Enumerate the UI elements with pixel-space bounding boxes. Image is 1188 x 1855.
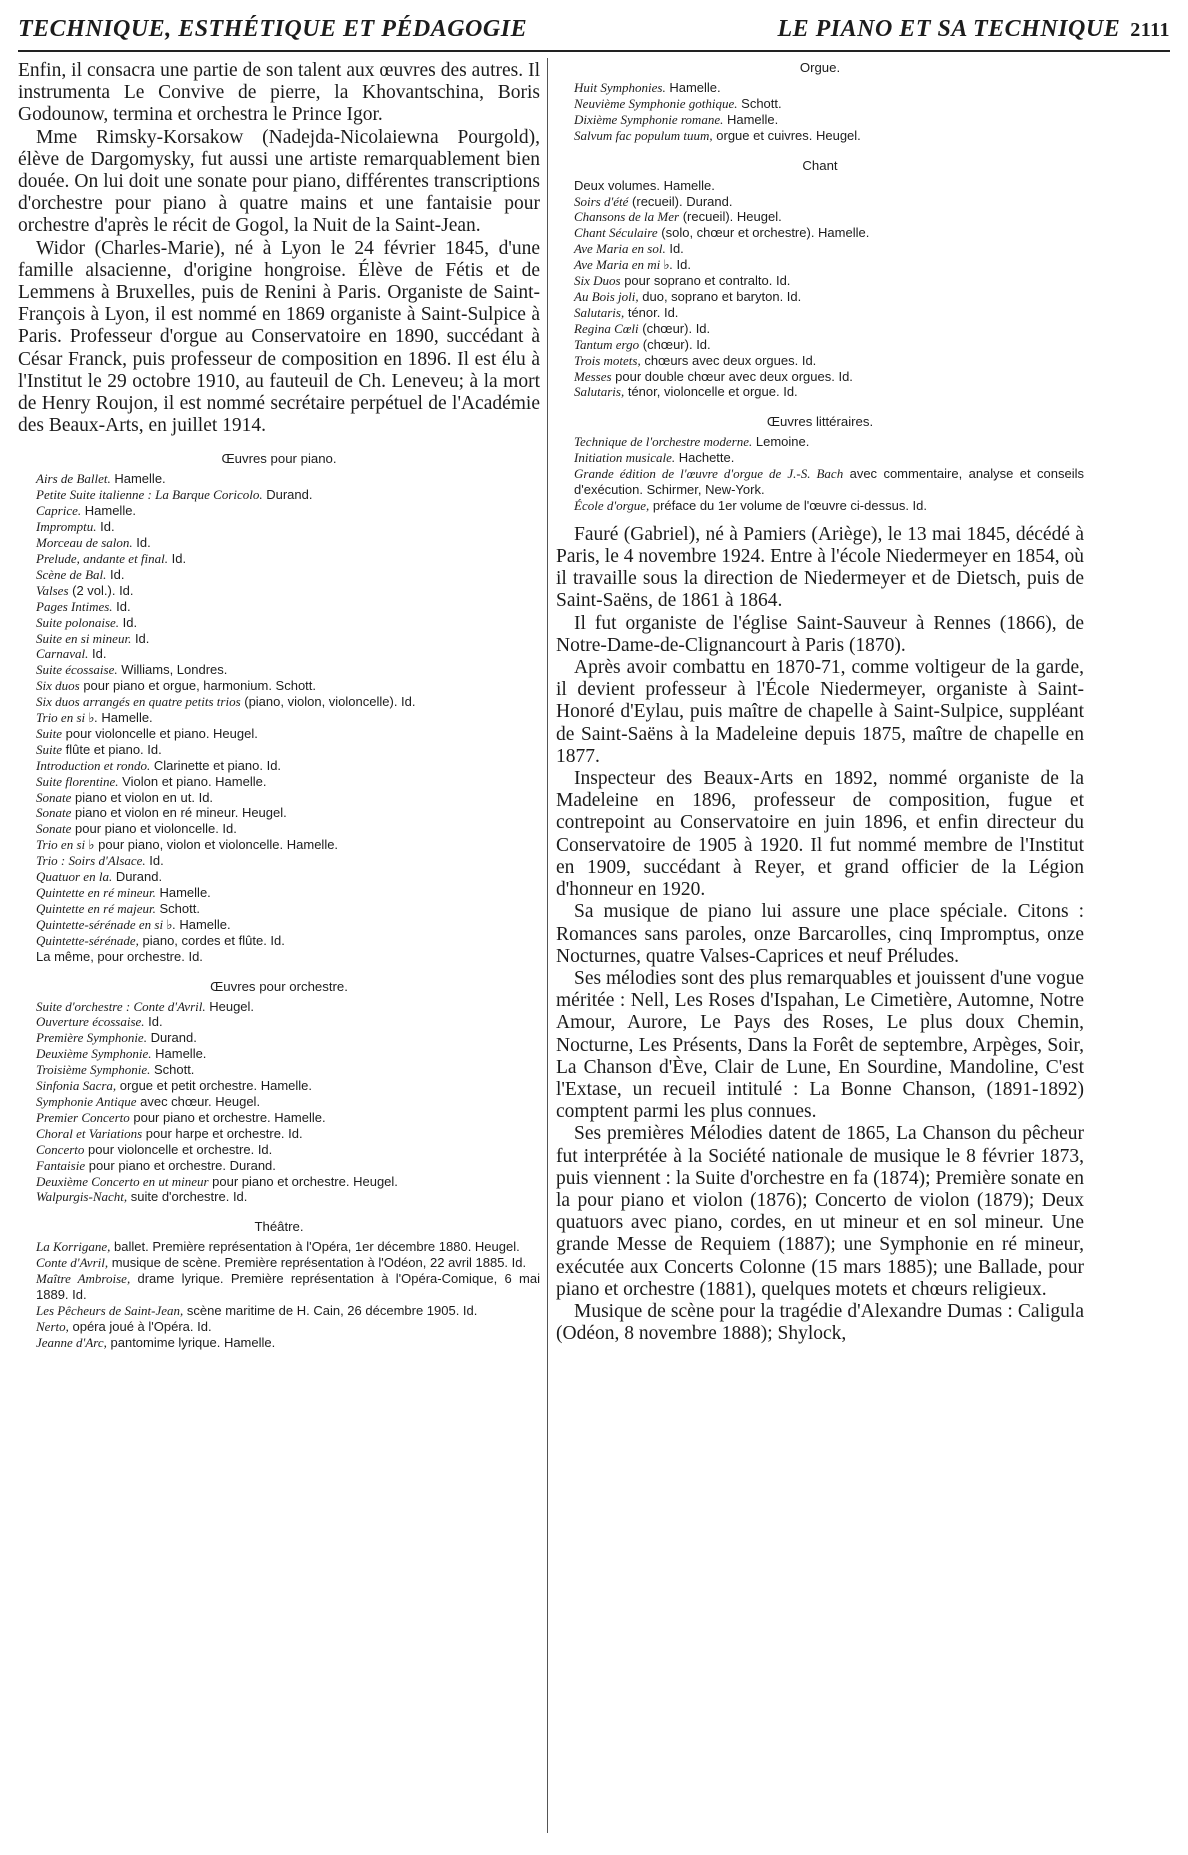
work-entry (18, 471, 540, 487)
work-details: Id. (106, 566, 125, 582)
work-title: Prelude, andante et final. (36, 550, 169, 566)
work-title: Tantum ergo (574, 336, 640, 352)
work-details: Durand. (112, 869, 163, 885)
work-title: Symphonie Antique (36, 1093, 137, 1109)
work-entry (18, 599, 540, 615)
work-title: Trois motets, (574, 352, 641, 368)
work-details: opéra joué à l'Opéra. Id. (68, 1318, 212, 1334)
work-entry (18, 790, 540, 806)
work-entry (18, 1030, 540, 1046)
work-entry (18, 631, 540, 647)
work-details: Id. (131, 630, 150, 646)
work-title: École d'orgue, (574, 497, 650, 513)
section-heading: Théâtre. (254, 1219, 304, 1235)
work-details: Heugel. (205, 998, 255, 1014)
work-title: Suite (36, 725, 62, 741)
work-details: Deux volumes. Hamelle. (574, 177, 715, 193)
work-details: piano et violon en ut. Id. (71, 789, 214, 805)
work-details: Williams, Londres. (117, 662, 228, 678)
work-title: Suite polonaise. (36, 614, 120, 630)
work-details: chœurs avec deux orgues. Id. (640, 352, 817, 368)
work-entry (18, 503, 540, 519)
work-entry (18, 726, 540, 742)
work-title: Au Bois joli, (574, 288, 639, 304)
work-details: pour piano et orchestre. Durand. (85, 1157, 276, 1173)
work-details: Clarinette et piano. Id. (150, 757, 282, 773)
work-entry (18, 949, 540, 965)
work-title: Suite écossaise. (36, 662, 118, 678)
intro-paragraph-1: Enfin, il consacra une partie de son talent aux œuvres des autres. Il instrumenta Le Convive de pierre, la Khovantschina, Boris Godounow, termina et orchestra le Prince Igor. (18, 60, 540, 126)
work-details: scène maritime de H. Cain, 26 décembre 1905. Id. (183, 1302, 478, 1318)
work-details: Durand. (262, 487, 313, 503)
right-column (556, 60, 1084, 1345)
work-entry (556, 194, 1084, 210)
work-entry (18, 1189, 540, 1205)
work-title: Airs de Ballet. (36, 471, 111, 487)
work-details: pour violoncelle et orchestre. Id. (84, 1141, 273, 1157)
work-entry (18, 869, 540, 885)
work-entry (18, 1078, 540, 1094)
header-right-title: LE PIANO ET SA TECHNIQUE (777, 16, 1121, 42)
work-title: Morceau de salon. (36, 535, 133, 551)
work-title: Quintette en ré mineur. (36, 885, 156, 901)
work-title: Suite florentine. (36, 773, 119, 789)
work-entry (18, 710, 540, 726)
work-entry (556, 369, 1084, 385)
work-details: ténor, violoncelle et orgue. Id. (624, 384, 798, 400)
work-title: Carnaval. (36, 646, 89, 662)
work-title: Initiation musicale. (574, 450, 676, 466)
work-entry (18, 615, 540, 631)
section-heading: Œuvres pour orchestre. (210, 978, 348, 994)
work-title: Introduction et rondo. (36, 757, 151, 773)
work-title: Sinfonia Sacra, (36, 1078, 117, 1094)
work-details: Hachette. (675, 450, 735, 466)
work-entry (18, 1239, 540, 1255)
work-details: (solo, chœur et orchestre). Hamelle. (657, 225, 870, 241)
work-title: Salvum fac populum tuum, (574, 127, 713, 143)
work-details: (chœur). Id. (639, 336, 711, 352)
work-title: Conte d'Avril, (36, 1255, 109, 1271)
section-heading: Œuvres pour piano. (221, 451, 337, 467)
work-details: pantomime lyrique. Hamelle. (106, 1334, 276, 1350)
work-details: La même, pour orchestre. Id. (36, 948, 203, 964)
work-details: Schott. (150, 1062, 195, 1078)
work-title: Quatuor en la. (36, 869, 113, 885)
work-entry (18, 535, 540, 551)
work-details: Id. (665, 241, 684, 257)
work-title: Suite (36, 741, 62, 757)
work-details: Id. (144, 1014, 163, 1030)
work-title: Six duos arrangés en quatre petits trios (36, 694, 241, 710)
work-title: Trio : Soirs d'Alsace. (36, 853, 146, 869)
section-heading: Orgue. (799, 60, 841, 75)
section-heading: Chant (802, 157, 838, 173)
work-details: Hamelle. (155, 885, 211, 901)
header-left-title: TECHNIQUE, ESTHÉTIQUE ET PÉDAGOGIE (18, 16, 528, 42)
work-details: pour soprano et contralto. Id. (620, 273, 791, 289)
work-title: Neuvième Symphonie gothique. (574, 95, 738, 111)
work-details: Id. (132, 535, 151, 551)
work-entry (18, 646, 540, 662)
work-details: pour double chœur avec deux orgues. Id. (611, 368, 853, 384)
work-details: duo, soprano et baryton. Id. (638, 288, 802, 304)
work-entry (18, 999, 540, 1015)
faure-paragraph-5: Sa musique de piano lui assure une place spéciale. Citons : Romances sans paroles, onze Barcarolles, cinq Impromptus, onze Nocturnes, quatre Valses-Caprices et neuf Préludes. (556, 901, 1084, 967)
faure-paragraph-3: Après avoir combattu en 1870-71, comme voltigeur de la garde, il devient professeur à l'École Niedermeyer, organiste à Saint-Honoré d'Eylau, puis maître de chapelle à Saint-Sulpice, suppléant de Saint-Saëns à la Madeleine depuis 1875, maître de chapelle en 1877. (556, 657, 1084, 767)
work-details: avec commentaire, analyse et conseils d'exécution. Schirmer, New-York. (574, 466, 1084, 498)
work-entry (556, 80, 1084, 96)
work-details: préface du 1er volume de l'œuvre ci-dessus. Id. (649, 497, 928, 513)
work-entry (556, 241, 1084, 257)
work-title: Dixième Symphonie romane. (574, 111, 724, 127)
work-title: Jeanne d'Arc, (36, 1334, 107, 1350)
work-entry (556, 321, 1084, 337)
work-title: Quintette-sérénade, (36, 932, 139, 948)
work-entry (18, 758, 540, 774)
work-title: Caprice. (36, 503, 82, 519)
work-title: Sonate (36, 805, 72, 821)
work-entry (18, 567, 540, 583)
widor-works-lists (18, 451, 540, 1350)
work-entry (18, 583, 540, 599)
work-title: La Korrigane, (36, 1239, 111, 1255)
work-title: Salutaris, (574, 304, 625, 320)
work-details: Hamelle. (723, 111, 779, 127)
work-entry (556, 289, 1084, 305)
left-column (18, 60, 540, 1351)
work-title: Scène de Bal. (36, 566, 107, 582)
work-entry (18, 487, 540, 503)
work-title: Deuxième Concerto en ut mineur (36, 1173, 209, 1189)
work-entry (18, 1062, 540, 1078)
work-details: avec chœur. Heugel. (136, 1093, 261, 1109)
work-details: drame lyrique. Première représentation à l'Opéra-Comique, 6 mai 1889. Id. (36, 1271, 540, 1303)
work-details: Hamelle. (110, 471, 166, 487)
faure-paragraph-4: Inspecteur des Beaux-Arts en 1892, nommé organiste de la Madeleine en 1896, professeur de composition, fugue et contrepoint au Conservatoire en juin 1896, et enfin directeur du Conservatoire de 1905 à 1920. Il fut nommé membre de l'Institut en 1909, succédant à Reyer, et grand officier de la Légion d'honneur en 1920. (556, 768, 1084, 901)
work-entry (18, 1046, 540, 1062)
faure-paragraph-8: Musique de scène pour la tragédie d'Alexandre Dumas : Caligula (Odéon, 8 novembre 1888); Shylock, (556, 1300, 1084, 1345)
work-entry (556, 209, 1084, 225)
work-entry (556, 178, 1084, 194)
work-entry (18, 901, 540, 917)
work-entry (556, 450, 1084, 466)
work-title: Chant Séculaire (574, 225, 658, 241)
work-title: Sonate (36, 821, 72, 837)
work-details: Schott. (155, 900, 200, 916)
work-details: ballet. Première représentation à l'Opéra, 1er décembre 1880. Heugel. (110, 1239, 520, 1255)
work-title: Chansons de la Mer (574, 209, 680, 225)
faure-paragraph-6: Ses mélodies sont des plus remarquables et jouissent d'une vogue méritée : Nell, Les Roses d'Ispahan, Le Cimetière, Automne, Notre Amour, Aurore, Le Pays des Roses, Le plus doux Chemin, Nocturne, Les Présents, Dans la Forêt de septembre, Arpèges, Soir, La Chanson d'Ève, Clair de Lune, En Sourdine, Mandoline, C'est l'Extase, un recueil intitulé : La Bonne Chanson, (1891-1892) comptent parmi les plus connues. (556, 967, 1084, 1123)
work-details: pour harpe et orchestre. Id. (142, 1125, 303, 1141)
work-title: Troisième Symphonie. (36, 1062, 151, 1078)
work-entry (556, 305, 1084, 321)
work-details: Id. (112, 598, 131, 614)
work-entry (556, 128, 1084, 144)
work-entry (18, 774, 540, 790)
work-entry (556, 112, 1084, 128)
work-details: Id. (145, 853, 164, 869)
work-details: (chœur). Id. (638, 320, 711, 336)
work-title: Impromptu. (36, 519, 97, 535)
work-entry (556, 337, 1084, 353)
work-entry (556, 384, 1084, 400)
work-title: Choral et Variations (36, 1125, 143, 1141)
work-details: Hamelle. (97, 710, 153, 726)
work-details: Violon et piano. Hamelle. (118, 773, 267, 789)
faure-paragraph-7: Ses premières Mélodies datent de 1865, La Chanson du pêcheur fut interprétée à la Société nationale de musique le 8 février 1873, puis viennent : la Suite d'orchestre en fa (1874); Première sonate en la pour piano et violon (1876); Concerto de violon (1879); Deux quatuors avec piano, cordes, en ut mineur et en sol mineur. Une grande Messe de Requiem (1887); une Symphonie en ré mineur, exécutée aux Concerts Colonne (15 mars 1885); une Ballade, pour piano et orchestre (1881), quelques motets et chœurs religieux. (556, 1123, 1084, 1300)
work-entry (18, 1174, 540, 1190)
work-title: Walpurgis-Nacht, (36, 1189, 128, 1205)
work-details: (recueil). Heugel. (679, 209, 782, 225)
work-details: pour piano et violoncelle. Id. (71, 821, 237, 837)
faure-paragraph-1: Fauré (Gabriel), né à Pamiers (Ariège), le 13 mai 1845, décédé à Paris, le 4 novembre 1924. Entre à l'école Niedermeyer en 1854, où il travaille sous la direction de Niedermeyer et de Dietsch, puis de Saint-Saëns, de 1861 à 1864. (556, 523, 1084, 612)
work-entry (18, 1158, 540, 1174)
work-title: Six Duos (574, 273, 621, 289)
work-entry (556, 96, 1084, 112)
work-details: Id. (168, 550, 187, 566)
work-details: ténor. Id. (624, 304, 679, 320)
work-title: Ave Maria en mi ♭. (574, 257, 673, 273)
work-title: Sonate (36, 789, 72, 805)
work-title: Quintette en ré majeur. (36, 900, 156, 916)
work-title: Les Pêcheurs de Saint-Jean, (36, 1302, 184, 1318)
work-title: Concerto (36, 1141, 85, 1157)
work-details: pour piano, violon et violoncelle. Hamelle. (94, 837, 339, 853)
work-entry (18, 1271, 540, 1303)
work-details: Schott. (737, 95, 782, 111)
work-title: Six duos (36, 678, 80, 694)
work-title: Fantaisie (36, 1157, 86, 1173)
widor-paragraph: Widor (Charles-Marie), né à Lyon le 24 février 1845, d'une famille alsacienne, d'origine hongroise. Élève de Fétis et de Lemmens à Bruxelles, puis de Renini à Paris. Organiste de Saint-François à Lyon, il est nommé en 1869 organiste à Saint-Sulpice à Paris. Professeur d'orgue au Conservatoire en 1890, succédant à César Franck, puis professeur de composition en 1896. Il est élu à l'Institut le 29 octobre 1910, au fauteuil de Ch. Leneveu; à la mort de Henry Roujon, il est nommé secrétaire perpétuel de l'Académie des Beaux-Arts, en juillet 1914. (18, 237, 540, 437)
work-entry (556, 225, 1084, 241)
work-entry (18, 519, 540, 535)
section-heading: Œuvres littéraires. (766, 414, 874, 430)
work-entry (18, 821, 540, 837)
work-entry (18, 853, 540, 869)
work-title: Ouverture écossaise. (36, 1014, 145, 1030)
work-details: piano et violon en ré mineur. Heugel. (71, 805, 287, 821)
work-details: Durand. (146, 1030, 197, 1046)
work-details: Lemoine. (752, 434, 810, 450)
work-details: Hamelle. (665, 80, 721, 95)
work-title: Salutaris, (574, 384, 625, 400)
work-title: Ave Maria en sol. (574, 241, 666, 257)
work-title: Suite en si mineur. (36, 630, 132, 646)
work-entry (18, 678, 540, 694)
work-details: orgue et petit orchestre. Hamelle. (116, 1078, 312, 1094)
work-title: Nerto, (36, 1318, 69, 1334)
work-details: (2 vol.). Id. (68, 582, 134, 598)
column-divider (547, 58, 548, 1833)
work-title: Pages Intimes. (36, 598, 113, 614)
work-title: Trio en si ♭. (36, 710, 98, 726)
work-details: flûte et piano. Id. (62, 741, 162, 757)
work-entry (18, 917, 540, 933)
work-entry (556, 434, 1084, 450)
work-details: pour violoncelle et piano. Heugel. (62, 725, 258, 741)
work-entry (18, 551, 540, 567)
work-entry (18, 662, 540, 678)
work-title: Grande édition de l'œuvre d'orgue de J.-S. Bach (574, 466, 844, 482)
work-entry (18, 1110, 540, 1126)
work-details: suite d'orchestre. Id. (127, 1189, 248, 1205)
work-entry (18, 805, 540, 821)
work-entry (18, 1335, 540, 1351)
work-entry (18, 694, 540, 710)
work-title: Soirs d'été (574, 193, 629, 209)
work-title: Suite d'orchestre : Conte d'Avril. (36, 998, 206, 1014)
work-title: Maître Ambroise, (36, 1271, 131, 1287)
work-title: Messes (574, 368, 612, 384)
work-title: Regina Cœli (574, 320, 639, 336)
work-details: Hamelle. (81, 503, 137, 519)
work-details: piano, cordes et flûte. Id. (138, 932, 285, 948)
work-title: Quintette-sérénade en si ♭. (36, 916, 176, 932)
work-entry (18, 1126, 540, 1142)
work-entry (556, 353, 1084, 369)
work-entry (556, 257, 1084, 273)
work-title: Trio en si ♭ (36, 837, 95, 853)
work-entry (18, 837, 540, 853)
work-details: Hamelle. (175, 916, 231, 932)
work-entry (18, 1303, 540, 1319)
work-entry (556, 498, 1084, 514)
rimsky-korsakow-paragraph: Mme Rimsky-Korsakow (Nadejda-Nicolaiewna Pourgold), élève de Dargomysky, fut aussi une artiste remarquablement bien douée. On lui doit une sonate pour piano, différentes transcriptions d'orchestre pour piano à quatre mains et une fantaisie pour orchestre d'après le récit de Gogol, la Nuit de la Saint-Jean. (18, 126, 540, 237)
work-entry (18, 742, 540, 758)
page-number: 2111 (1130, 19, 1170, 41)
work-details: Id. (672, 257, 691, 273)
work-title: Première Symphonie. (36, 1030, 147, 1046)
work-details: Id. (119, 614, 138, 630)
work-details: pour piano et orgue, harmonium. Schott. (79, 678, 317, 694)
work-details: pour piano et orchestre. Hamelle. (129, 1109, 326, 1125)
work-entry (18, 933, 540, 949)
running-header (18, 14, 1170, 52)
widor-works-lists-continued (556, 60, 1084, 514)
faure-paragraph-2: Il fut organiste de l'église Saint-Sauveur à Rennes (1866), de Notre-Dame-de-Clignancourt à Paris (1870). (556, 612, 1084, 656)
work-title: Petite Suite italienne : La Barque Coricolo. (36, 487, 263, 503)
work-entry (556, 273, 1084, 289)
work-details: pour piano et orchestre. Heugel. (208, 1173, 398, 1189)
work-details: Id. (96, 519, 115, 535)
work-details: Hamelle. (151, 1046, 207, 1062)
header-right (777, 16, 1170, 43)
work-title: Premier Concerto (36, 1109, 130, 1125)
work-title: Technique de l'orchestre moderne. (574, 434, 753, 450)
work-details: (recueil). Durand. (628, 193, 733, 209)
work-entry (18, 1142, 540, 1158)
work-details: (piano, violon, violoncelle). Id. (240, 694, 416, 710)
work-entry (18, 1014, 540, 1030)
work-details: musique de scène. Première représentation à l'Odéon, 22 avril 1885. Id. (108, 1255, 527, 1271)
work-details: Id. (88, 646, 107, 662)
work-details: orgue et cuivres. Heugel. (712, 127, 861, 143)
work-title: Huit Symphonies. (574, 80, 666, 95)
work-title: Deuxième Symphonie. (36, 1046, 152, 1062)
work-entry (18, 1094, 540, 1110)
work-entry (18, 1255, 540, 1271)
work-title: Valses (36, 582, 69, 598)
work-entry (18, 885, 540, 901)
work-entry (18, 1319, 540, 1335)
work-entry (556, 466, 1084, 498)
